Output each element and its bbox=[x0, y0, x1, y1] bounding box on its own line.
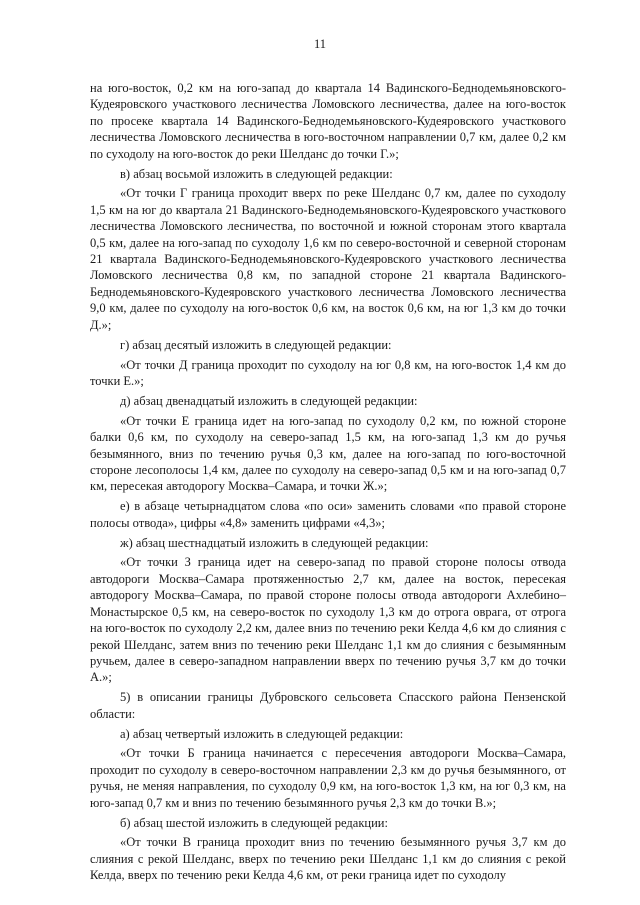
page-number: 11 bbox=[313, 37, 327, 51]
paragraph-continuation: на юго-восток, 0,2 км на юго-запад до квартала 14 Вадинского-Беднодемьяновского-Кудеяровского участкового лесничества Ломовского лесничества, далее на юго-восток по просеке квартала 14 Вадинского-Беднодемьяновского-Кудеяровского участкового лесничества Ломовского лесничества в юго-восточном направлении 0,7 км, далее 0,2 км по суходолу на юго-восток до реки Шелданс до точки Г.»; bbox=[90, 81, 566, 161]
document-body bbox=[90, 80, 566, 887]
paragraph-quote-point-v: «От точки В граница проходит вниз по течению безымянного ручья 3,7 км до слияния с рекой Шелданс, вверх по течению реки Шелданс 1,1 км до слияния с рекой Келда, вверх по течению реки Келда 4,6 км, от реки граница идет по суходолу bbox=[90, 835, 566, 883]
paragraph-quote-point-z: «От точки З граница идет на северо-запад по правой стороне полосы отвода автодороги Москва–Самара протяженностью 2,7 км, далее на восток, пересекая автодорогу Москва–Самара, по правой стороне полосы отвода автодороги Ахлебино–Монастырское 0,5 км, на северо-восток по суходолу 1,3 км до отрога оврага, от отрога на юго-восток по суходолу 2,2 км, далее вниз по течению реки Келда 4,6 км до слияния с рекой Шелданс, затем вниз по течению реки Шелданс 1,1 км до слияния с безымянным ручьем, далее в северо-западном направлении вверх по течению ручья 3,7 км до точки А.»; bbox=[90, 555, 566, 685]
paragraph-amendment-b: б) абзац шестой изложить в следующей редакции: bbox=[120, 815, 388, 830]
paragraph-section-5: 5) в описании границы Дубровского сельсовета Спасского района Пензенской области: bbox=[90, 690, 566, 721]
paragraph-amendment-zh: ж) абзац шестнадцатый изложить в следующей редакции: bbox=[120, 535, 429, 550]
paragraph-amendment-a: а) абзац четвертый изложить в следующей редакции: bbox=[120, 726, 404, 741]
paragraph-amendment-v: в) абзац восьмой изложить в следующей редакции: bbox=[120, 166, 393, 181]
paragraph-quote-point-d: «От точки Д граница проходит по суходолу на юг 0,8 км, на юго-восток 1,4 км до точки Е.»; bbox=[90, 357, 566, 388]
paragraph-amendment-g: г) абзац десятый изложить в следующей редакции: bbox=[120, 337, 392, 352]
paragraph-quote-point-g: «От точки Г граница проходит вверх по реке Шелданс 0,7 км, далее по суходолу 1,5 км на юг до квартала 21 Вадинского-Беднодемьяновского-Кудеяровского участкового лесничества Ломовского лесничества, по восточной и южной сторонам этого квартала 0,5 км, далее на юго-запад по суходолу 1,6 км по северо-восточной и северной сторонам 21 квартала Вадинского-Беднодемьяновского-Кудеяровского участкового лесничества Ломовского лесничества 0,8 км, по западной стороне 21 квартала Вадинского-Беднодемьяновского-Кудеяровского участкового лесничества Ломовского лесничества 9,0 км, далее по суходолу на юго-восток 0,6 км, на восток 0,6 км, на юг 1,3 км до точки Д.»; bbox=[90, 186, 566, 332]
paragraph-quote-point-e: «От точки Е граница идет на юго-запад по суходолу 0,2 км, по южной стороне балки 0,6 км, по суходолу на северо-запад 1,5 км, на юго-запад 1,3 км до ручья безымянного, вниз по течению ручья 0,3 км, далее на юго-запад по юго-восточной стороне лесополосы 1,4 км, далее по суходолу на северо-запад 0,5 км и на юго-запад 0,7 км, пересекая автодорогу Москва–Самара, и точки Ж.»; bbox=[90, 413, 566, 494]
paragraph-amendment-e: е) в абзаце четырнадцатом слова «по оси» заменить словами «по правой стороне полосы отвода», цифры «4,8» заменить цифрами «4,3»; bbox=[90, 499, 566, 530]
paragraph-quote-point-b: «От точки Б граница начинается с пересечения автодороги Москва–Самара, проходит по суходолу в северо-восточном направлении 2,3 км до ручья безымянного, от ручья, не меняя направления, по суходолу 0,9 км, на юго-восток 1,3 км, на юг 0,3 км, на юго-запад 0,7 км и вниз по течению безымянного ручья 2,3 км до точки В.»; bbox=[90, 746, 566, 810]
paragraph-amendment-d: д) абзац двенадцатый изложить в следующей редакции: bbox=[120, 393, 418, 408]
